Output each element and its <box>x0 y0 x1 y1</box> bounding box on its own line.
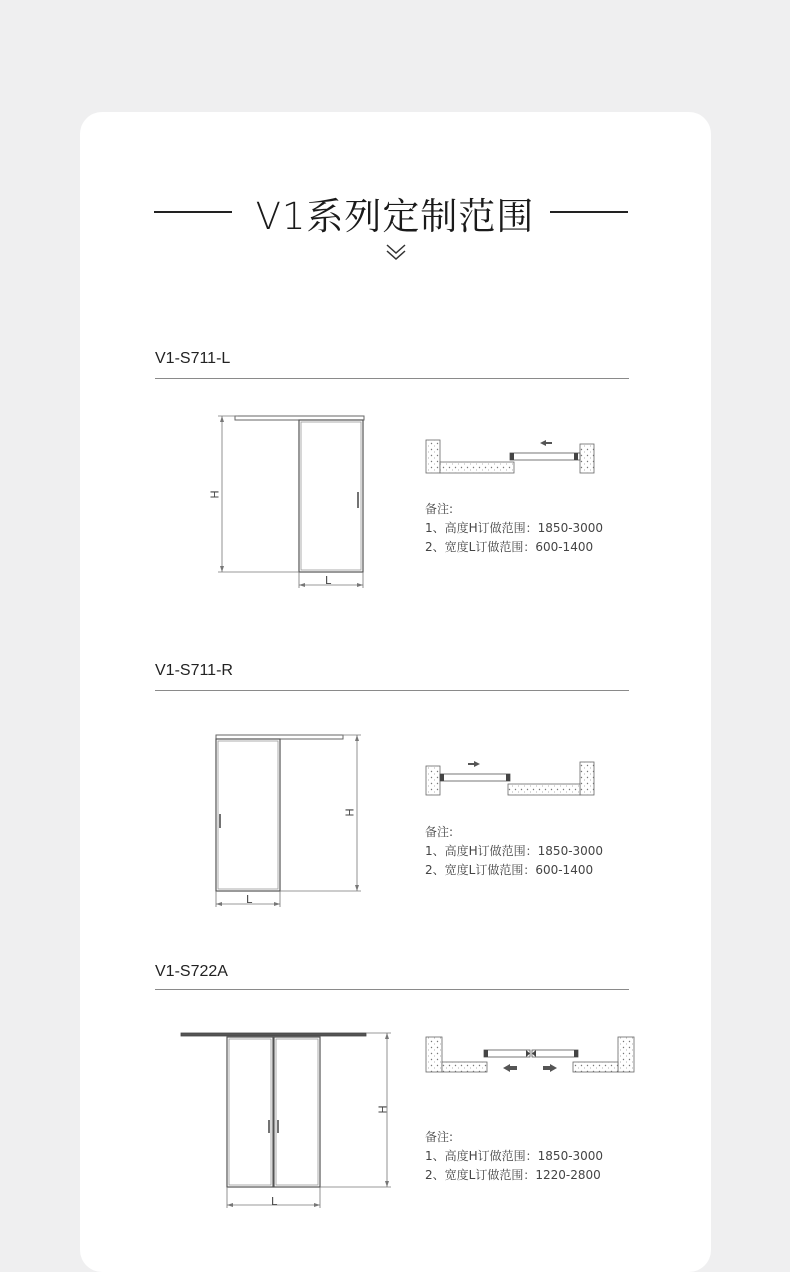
height-range-note: 1、高度H订做范围：1850-3000 <box>425 844 604 858</box>
width-range-note: 2、宽度L订做范围：600-1400 <box>425 863 594 877</box>
height-range-note: 1、高度H订做范围：1850-3000 <box>425 1149 604 1163</box>
model-title: V1-S711-L <box>155 350 231 367</box>
height-range-note: 1、高度H订做范围：1850-3000 <box>425 521 604 535</box>
spec-notes <box>425 1128 603 1185</box>
spec-notes <box>425 500 603 557</box>
double-door-plan-view-drawing <box>424 1034 638 1078</box>
notes-heading: 备注: <box>425 1130 454 1144</box>
section-divider <box>155 989 629 990</box>
door-plan-view-drawing <box>424 436 598 476</box>
page-title: V1系列定制范围 <box>255 195 535 238</box>
door-elevation-drawing <box>212 732 372 912</box>
section-divider <box>155 690 629 691</box>
width-range-note: 2、宽度L订做范围：1220-2800 <box>425 1168 601 1182</box>
notes-heading: 备注: <box>425 502 454 516</box>
width-label: L <box>325 574 332 587</box>
double-chevron-down-icon <box>385 243 407 261</box>
spec-notes <box>425 823 603 880</box>
height-label: H <box>343 808 357 817</box>
height-label: H <box>208 490 222 499</box>
width-range-note: 2、宽度L订做范围：600-1400 <box>425 540 594 554</box>
section-divider <box>155 378 629 379</box>
page-header <box>0 182 790 242</box>
title-divider-right <box>550 211 628 213</box>
model-title: V1-S711-R <box>155 662 233 679</box>
notes-heading: 备注: <box>425 825 454 839</box>
door-plan-view-drawing <box>424 758 598 798</box>
width-label: L <box>246 893 253 906</box>
height-label: H <box>376 1105 390 1114</box>
width-label: L <box>271 1195 278 1208</box>
double-door-elevation-drawing <box>178 1028 398 1212</box>
model-title: V1-S722A <box>155 963 228 980</box>
door-elevation-drawing <box>208 412 374 592</box>
